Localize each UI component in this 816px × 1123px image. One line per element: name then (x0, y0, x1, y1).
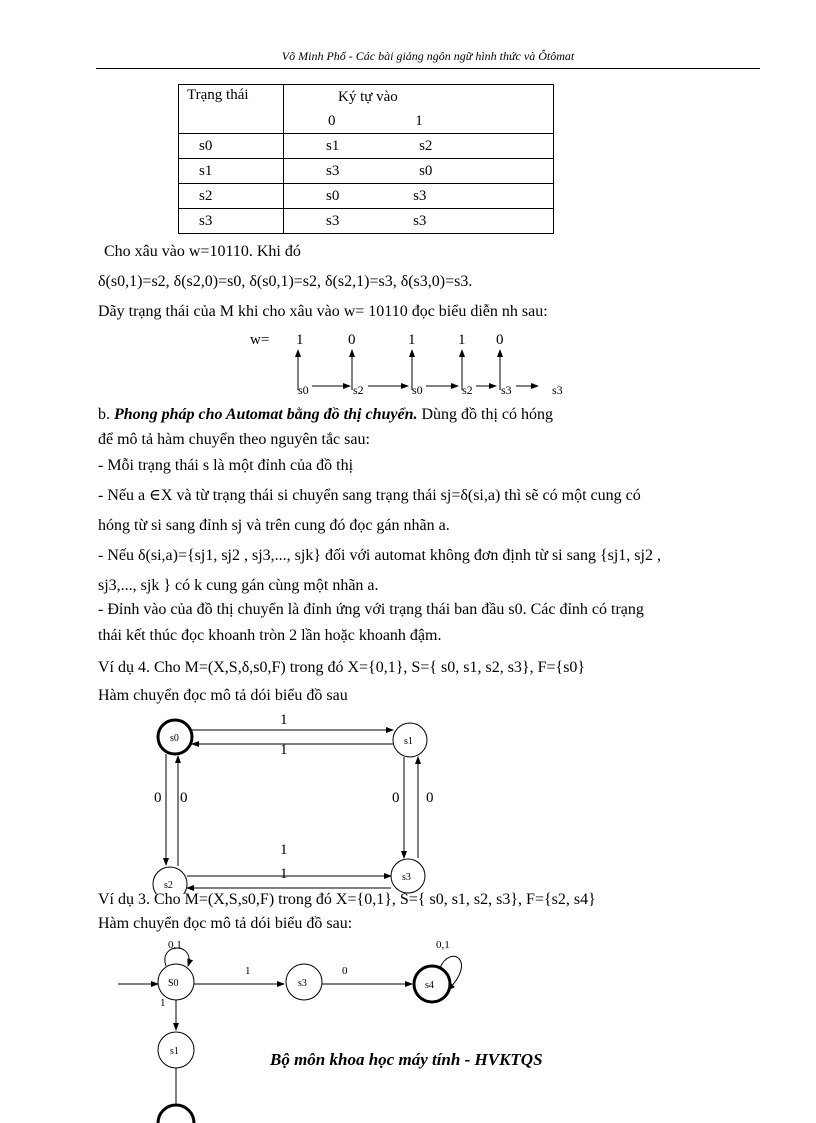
example-3-line: Ví dụ 3. Cho M=(X,S,s0,F) trong đó X={0,1}, S={ s0, s1, s2, s3}, F={s2, s4} (98, 891, 596, 908)
table-cell: s3 (413, 187, 427, 204)
page-header: Võ Minh Phổ - Các bài giảng ngôn ngữ hình thức và Ôtômat (96, 44, 760, 69)
example-3-caption: Hàm chuyển đọc mô tả dói biểu đồ sau: (98, 915, 353, 932)
seq-symbol: 0 (496, 332, 504, 348)
paragraph: thái kết thúc đọc khoanh tròn 2 lần hoặc khoanh đậm. (98, 627, 442, 644)
graph2-node-label: s4 (425, 980, 434, 991)
paragraph: để mô tả hàm chuyển theo nguyên tắc sau: (98, 431, 370, 448)
graph2-node-label: s3 (298, 978, 307, 989)
graph2-edge-label: 1 (245, 965, 251, 977)
table-cell-state: s3 (179, 209, 284, 234)
seq-state: s2 (462, 383, 473, 397)
graph1-edge-label: 0 (154, 790, 162, 806)
paragraph: - Đỉnh vào của đồ thị chuyển là đỉnh ứng với trạng thái ban đầu s0. Các đỉnh có trạng (98, 601, 644, 618)
seq-state: s0 (298, 383, 309, 397)
table-row (179, 209, 554, 234)
seq-symbol: 1 (408, 332, 416, 348)
graph1-node-label: s0 (170, 733, 179, 744)
table-cell: s3 (326, 212, 340, 229)
graph2-edge-label: 0,1 (436, 939, 450, 951)
transition-graph-example-3 (110, 934, 490, 1123)
graph1-node-label: s1 (404, 736, 413, 747)
state-sequence-diagram (240, 324, 600, 400)
table-cell-state: s1 (179, 159, 284, 184)
delta-line: δ(s0,1)=s2, δ(s2,0)=s0, δ(s0,1)=s2, δ(s2,1)=s3, δ(s3,0)=s3. (98, 273, 473, 290)
paragraph: - Nếu a ∈X và từ trạng thái si chuyển sang trạng thái sj=δ(si,a) thì sẽ có một cung có (98, 487, 641, 504)
table-cell: s3 (326, 162, 340, 179)
paragraph: - Nếu δ(si,a)={sj1, sj2 , sj3,..., sjk} đối với automat không đơn định từ si sang {sj1, sj2 , (98, 547, 661, 564)
section-b-title: Phong pháp cho Automat bằng đồ thị chuyển. (114, 406, 418, 423)
table-cell-state: s0 (179, 134, 284, 159)
sequence-line: Dãy trạng thái của M khi cho xâu vào w= 10110 đọc biểu diễn nh sau: (98, 303, 548, 320)
input-line: Cho xâu vào w=10110. Khi đó (104, 243, 301, 260)
seq-symbol: 1 (458, 332, 466, 348)
table-header-input: Ký tự vào (284, 85, 554, 110)
seq-state: s3 (552, 383, 563, 397)
paragraph: - Mỗi trạng thái s là một đỉnh của đồ thị (98, 457, 354, 474)
graph1-edge-label: 0 (426, 790, 434, 806)
graph2-edge-label: 0,1 (168, 939, 182, 951)
seq-symbol: 1 (296, 332, 304, 348)
table-row (179, 184, 554, 209)
seq-symbol: 0 (348, 332, 356, 348)
seq-state: s3 (501, 383, 512, 397)
paragraph: hóng từ si sang đỉnh sj và trên cung đó đọc gán nhãn a. (98, 517, 450, 534)
graph2-node-label: s1 (170, 1046, 179, 1057)
graph1-edge-label: 1 (280, 742, 288, 758)
table-row (179, 134, 554, 159)
table-cell: s0 (326, 187, 340, 204)
table-cell: s2 (419, 137, 433, 154)
seq-state: s0 (412, 383, 423, 397)
graph1-node-label: s3 (402, 872, 411, 883)
transition-table (178, 84, 554, 234)
graph1-edge-label: 1 (280, 712, 288, 728)
table-sub-0: 0 (328, 112, 336, 129)
graph1-edge-label: 0 (180, 790, 188, 806)
table-row (179, 159, 554, 184)
example-4-line: Ví dụ 4. Cho M=(X,S,δ,s0,F) trong đó X={0,1}, S={ s0, s1, s2, s3}, F={s0} (98, 659, 586, 676)
table-cell: s0 (419, 162, 433, 179)
table-cell-state: s2 (179, 184, 284, 209)
page-footer: Bộ môn khoa học máy tính - HVKTQS (270, 1050, 543, 1069)
paragraph: sj3,..., sjk } có k cung gán cùng một nhãn a. (98, 577, 379, 594)
table-cell: s1 (326, 137, 340, 154)
transition-graph-example-4 (140, 708, 460, 894)
table-cell: s3 (413, 212, 427, 229)
graph2-edge-label: 1 (160, 997, 166, 1009)
graph1-edge-label: 1 (280, 842, 288, 858)
graph1-edge-label: 0 (392, 790, 400, 806)
graph1-edge-label: 1 (280, 866, 288, 882)
example-4-caption: Hàm chuyển đọc mô tả dói biểu đồ sau (98, 687, 348, 704)
seq-state: s2 (353, 383, 364, 397)
table-sub-1: 1 (415, 112, 423, 129)
seq-w-label: w= (250, 332, 270, 348)
graph2-node-label: S0 (168, 978, 179, 989)
graph1-node-label: s2 (164, 880, 173, 891)
table-header-state: Trạng thái (179, 85, 284, 134)
graph2-edge-label: 0 (342, 965, 348, 977)
section-b-heading: b. Phong pháp cho Automat bằng đồ thị chuyển. Dùng đồ thị có hóng (98, 406, 554, 423)
